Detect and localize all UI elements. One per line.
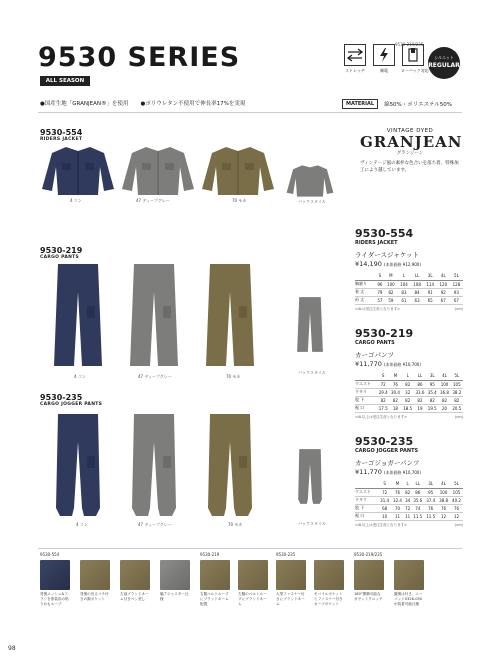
table-cell: 36.8	[440, 389, 449, 395]
table-cell: 11.5	[413, 513, 423, 519]
feature-clip-pocket	[401, 44, 429, 74]
spec-note	[355, 523, 463, 528]
table-cell: 30.4	[390, 389, 400, 395]
table-cell: ウエスト	[355, 488, 378, 496]
detail-photo	[160, 560, 190, 590]
brand-logo: GRANJEAN	[360, 133, 463, 151]
spec-subtitle: RIDERS JACKET	[355, 240, 398, 246]
spec-price	[355, 360, 463, 368]
table-cell: 35.6	[413, 497, 423, 503]
detail-photo	[394, 560, 424, 590]
price-value: ¥14,190	[355, 260, 382, 268]
color-caption: 70 モカ	[232, 198, 247, 203]
detail-photo	[80, 560, 110, 590]
table-cell: 82	[402, 380, 414, 388]
detail-item	[160, 560, 190, 602]
spec-price	[355, 468, 463, 476]
table-row	[355, 280, 463, 288]
table-row	[355, 404, 463, 412]
table-cell: 4L	[438, 372, 450, 380]
table-row	[355, 396, 463, 404]
color-caption: 70 モカ	[228, 522, 243, 527]
detail-item	[276, 560, 306, 607]
table-row	[355, 496, 463, 504]
material-value: 綿50%・ポリエステル50%	[384, 102, 453, 108]
table-cell: ワタリ	[355, 388, 377, 396]
table-cell: S	[377, 372, 389, 380]
table-cell: 100	[438, 380, 450, 388]
color-caption: 4 コン	[76, 522, 88, 527]
detail-text: 左袖ブランドネーム付きペン差し	[120, 592, 149, 601]
table-cell: LL	[411, 480, 424, 488]
table-cell: ワタリ	[355, 496, 378, 504]
table-cell: 38.8	[439, 497, 448, 503]
unit-text: (cm)	[454, 414, 463, 419]
back-caption: バックスタイル	[298, 521, 326, 526]
antistatic-icon	[373, 44, 395, 66]
section-cargo-label	[40, 246, 82, 260]
cargo-pants-navy	[52, 262, 104, 370]
table-cell: 19.5	[427, 405, 437, 411]
spec-code: 9530-554	[355, 227, 414, 240]
size-table	[355, 480, 463, 521]
table-cell: 59	[384, 296, 397, 304]
spec-cargo	[355, 328, 463, 420]
series-title: 9530 SERIES	[38, 42, 241, 73]
detail-group-label: 9530-219	[200, 552, 220, 557]
size-header-row	[355, 372, 463, 380]
table-cell: 82	[414, 396, 426, 404]
detail-photo	[238, 560, 268, 590]
color-caption: 47 ディープグレー	[136, 198, 170, 203]
table-cell: 95	[424, 488, 437, 496]
back-caption: バックスタイル	[298, 199, 326, 204]
price-value: ¥11,770	[355, 468, 382, 476]
brand-tagline: VINTAGE DYED	[386, 128, 434, 134]
jacket-back	[284, 164, 336, 198]
table-cell: 108	[411, 280, 424, 288]
table-cell: 72	[378, 488, 391, 496]
fit-badge	[428, 47, 460, 79]
table-cell: 12	[450, 512, 463, 520]
table-cell: 67	[450, 296, 463, 304]
table-row	[355, 388, 463, 396]
table-cell: L	[397, 272, 410, 280]
table-cell: 82	[402, 396, 414, 404]
table-cell: M	[384, 272, 397, 280]
cargo-pants-moka	[204, 262, 256, 370]
table-cell: 11	[391, 512, 404, 520]
detail-photo	[120, 560, 150, 590]
jogger-pants-navy	[52, 412, 104, 520]
table-cell: 82	[405, 489, 411, 495]
table-cell: M	[391, 480, 404, 488]
table-cell: 76	[389, 380, 401, 388]
detail-text: 背裏の長るマチ付きの胸ポケット	[80, 592, 109, 601]
jogger-pants-moka	[204, 412, 256, 520]
section-subtitle: RIDERS JACKET	[40, 137, 83, 142]
size-table	[355, 372, 463, 413]
jacket-gray	[118, 145, 198, 197]
table-cell: 3L	[424, 272, 437, 280]
table-cell: 74	[411, 504, 424, 512]
table-cell	[355, 480, 378, 488]
table-cell: 4L	[437, 480, 450, 488]
table-cell: 股 下	[355, 504, 378, 512]
table-cell: 76	[450, 504, 463, 512]
table-cell: 100	[437, 488, 450, 496]
detail-text: 左腰のベルトループにブランドネーム	[238, 592, 267, 606]
brand-kana: グランジーン	[396, 151, 424, 156]
detail-item	[200, 560, 230, 607]
table-cell: 105	[451, 380, 463, 388]
table-cell: 38.2	[452, 389, 462, 395]
clip-pocket-icon	[402, 44, 424, 66]
table-cell: 40.2	[450, 496, 463, 504]
table-cell: 4L	[437, 272, 450, 280]
brand-description: ヴィンテージ風の素朴な色合いを落ち着、特殊加工により越しています。	[360, 161, 459, 173]
table-cell	[355, 272, 376, 280]
table-cell: 61	[397, 296, 410, 304]
table-cell: 114	[424, 280, 437, 288]
table-cell: ウエスト	[355, 380, 377, 388]
color-caption: 4 コン	[70, 198, 82, 203]
table-cell: 104	[397, 280, 410, 288]
table-row	[355, 296, 463, 304]
detail-text: 右腰ベルトループにブランドネーム配置	[200, 592, 229, 606]
detail-item	[394, 560, 424, 607]
table-cell: 86	[414, 380, 426, 388]
table-cell: 着 丈	[355, 288, 376, 296]
detail-item	[354, 560, 384, 602]
fit-badge-value: REGULAR	[428, 62, 460, 69]
feature-code: 9530-219/235	[395, 42, 424, 47]
table-cell: 57	[377, 297, 383, 303]
price-note: (本体価格 ¥10,700)	[383, 362, 421, 367]
detail-group-label: 9530-554	[40, 552, 60, 557]
table-cell: 82	[438, 396, 450, 404]
detail-text: 腰裏は付き、ニーパッド0326-050が装着可能仕様	[394, 592, 423, 606]
season-badge: ALL SEASON	[40, 76, 90, 86]
detail-text: 背裏メッシュ&フラシを塗装用の貼りかもルーブ	[40, 592, 69, 606]
size-header-row	[355, 272, 463, 280]
section-code: 9530-554	[40, 128, 83, 137]
color-caption: 70 モカ	[226, 374, 241, 379]
divider	[38, 112, 462, 113]
table-cell: 120	[437, 280, 450, 288]
table-cell: 37.4	[426, 497, 436, 503]
price-note: (本体価格 ¥10,700)	[383, 470, 421, 475]
table-cell: 11.5	[426, 513, 436, 519]
table-cell: 93	[450, 288, 463, 296]
fit-badge-label: シルエット	[434, 55, 454, 60]
bullet-item: ●ポリウレタン不使用で伸長率17%を実現	[140, 101, 246, 107]
spec-note	[355, 415, 463, 420]
note-text: <4L以上は受注生産となります>	[355, 522, 408, 527]
note-text: <4Lは受注生産となります>	[355, 306, 401, 311]
detail-photo	[200, 560, 230, 590]
detail-text: 180°開脚可能なガゼットクロッチ	[354, 592, 383, 601]
table-row	[355, 288, 463, 296]
section-subtitle: CARGO PANTS	[40, 255, 80, 260]
price-value: ¥11,770	[355, 360, 382, 368]
table-cell: 20.5	[452, 405, 462, 411]
color-caption: 4 コン	[74, 374, 86, 379]
feature-antistatic	[372, 44, 396, 74]
table-cell: 18	[389, 404, 401, 412]
table-cell: 82	[426, 396, 438, 404]
spec-code: 9530-219	[355, 327, 414, 340]
detail-group-label: 9530-235	[276, 552, 296, 557]
table-cell: 91	[424, 288, 437, 296]
table-cell: 82	[389, 396, 401, 404]
table-cell: S	[376, 272, 385, 280]
size-header-row	[355, 480, 463, 488]
cargo-pants-back	[296, 296, 324, 354]
table-cell: 86	[411, 488, 424, 496]
spec-jacket	[355, 228, 463, 312]
price-note: (本体価格 ¥12,900)	[383, 262, 421, 267]
strip-divider	[38, 548, 462, 549]
material-info	[342, 99, 452, 109]
spec-code: 9530-235	[355, 435, 414, 448]
table-cell: 70	[391, 504, 404, 512]
table-cell: L	[402, 372, 414, 380]
detail-photo	[354, 560, 384, 590]
table-cell: 29.4	[378, 389, 388, 395]
table-cell: 5L	[450, 272, 463, 280]
detail-photo	[314, 560, 344, 590]
color-caption: 47 ディープグレー	[138, 374, 172, 379]
table-row	[355, 380, 463, 388]
feature-icons	[343, 44, 429, 74]
table-cell: 胸廻り	[355, 280, 376, 288]
table-cell: 92	[437, 288, 450, 296]
table-cell: 95	[426, 380, 438, 388]
table-cell: S	[378, 480, 391, 488]
detail-item	[80, 560, 110, 602]
table-cell: 128	[450, 280, 463, 288]
table-cell: 裾 口	[355, 404, 377, 412]
unit-text: (cm)	[454, 522, 463, 527]
table-cell: 76	[424, 504, 437, 512]
table-cell: 19	[414, 404, 426, 412]
table-cell: 82	[377, 396, 389, 404]
table-cell: 82	[451, 396, 463, 404]
spec-subtitle: CARGO JOGGER PANTS	[355, 448, 419, 454]
table-cell: 11	[405, 513, 411, 519]
spec-jogger	[355, 436, 463, 528]
detail-photo	[40, 560, 70, 590]
spec-price	[355, 260, 463, 268]
table-cell: 股 下	[355, 396, 377, 404]
detail-photo	[276, 560, 306, 590]
table-cell: 32.4	[393, 497, 402, 503]
feature-label: 制電	[380, 68, 388, 73]
table-cell: 17.5	[378, 405, 388, 411]
jogger-pants-gray	[128, 412, 180, 520]
color-caption: 47 ディープグレー	[138, 522, 172, 527]
table-cell: 20	[438, 404, 450, 412]
table-cell: 34	[405, 497, 411, 503]
spec-name: カーゴジョガーパンツ	[355, 459, 420, 467]
table-cell: 83	[397, 288, 410, 296]
table-cell: LL	[411, 272, 424, 280]
table-cell: 76	[391, 488, 404, 496]
back-caption: バックスタイル	[298, 370, 326, 375]
table-cell: 68	[378, 504, 391, 512]
table-cell	[355, 372, 377, 380]
unit-text: (cm)	[454, 306, 463, 311]
detail-item	[120, 560, 150, 602]
table-cell: 76	[437, 504, 450, 512]
table-cell: 67	[437, 296, 450, 304]
spec-subtitle: CARGO PANTS	[355, 340, 395, 346]
feature-label: ストレッチ	[345, 68, 365, 73]
table-cell: 31.4	[380, 497, 390, 503]
jogger-pants-back	[296, 448, 324, 506]
table-cell: 32	[402, 388, 414, 396]
material-tag: MATERIAL	[342, 99, 378, 109]
detail-text: モバイルポケットとファスナー付きカーゴポケット	[314, 592, 343, 606]
note-text: <4L以上は受注生産となります>	[355, 414, 408, 419]
page-number: 98	[8, 645, 16, 652]
table-cell: L	[404, 480, 411, 488]
table-cell: 裾 口	[355, 512, 378, 520]
detail-item	[314, 560, 344, 607]
table-cell: 33.6	[415, 389, 425, 395]
section-jacket-label	[40, 128, 82, 142]
table-cell: 5L	[451, 372, 463, 380]
bullet-item: ●国産生地「GRANJEAN®」を使用	[40, 101, 129, 107]
section-subtitle: CARGO JOGGER PANTS	[40, 402, 103, 407]
table-row	[355, 504, 463, 512]
jacket-navy	[38, 145, 118, 197]
table-cell: 5L	[450, 480, 463, 488]
section-code: 9530-235	[40, 393, 83, 402]
jacket-moka	[198, 145, 278, 197]
table-cell: 65	[424, 296, 437, 304]
detail-group-label: 9530-219/235	[354, 552, 383, 557]
table-cell: M	[389, 372, 401, 380]
brand-block	[360, 128, 463, 174]
spec-name: ライダースジャケット	[355, 251, 420, 259]
table-cell: 72	[377, 380, 389, 388]
table-cell: 84	[411, 288, 424, 296]
table-cell: 3L	[424, 480, 437, 488]
table-cell: 96	[377, 281, 383, 287]
size-table	[355, 272, 463, 305]
table-cell: 105	[450, 488, 463, 496]
table-cell: LL	[414, 372, 426, 380]
detail-item	[40, 560, 70, 607]
feature-label: ローバック対応	[401, 68, 429, 73]
table-cell: 10	[378, 512, 391, 520]
spec-note	[355, 307, 463, 312]
section-code: 9530-219	[40, 246, 83, 255]
detail-text: 大型ファスナー付きにブランドネーム	[276, 592, 305, 606]
feature-bullets	[40, 99, 245, 107]
detail-text: 脇アジャスター仕様	[160, 592, 189, 601]
table-cell: 72	[405, 505, 411, 511]
table-cell: 79	[377, 289, 383, 295]
table-cell: 3L	[426, 372, 438, 380]
table-cell: 63	[411, 296, 424, 304]
section-jogger-label	[40, 393, 102, 407]
table-cell: 裄 丈	[355, 296, 376, 304]
cargo-pants-gray	[128, 262, 180, 370]
spec-name: カーゴパンツ	[355, 351, 394, 359]
stretch-icon	[344, 44, 366, 66]
feature-stretch	[343, 44, 367, 74]
table-cell: 100	[384, 280, 397, 288]
table-cell: 18.5	[403, 405, 413, 411]
table-cell: 35.4	[427, 389, 437, 395]
table-row	[355, 512, 463, 520]
table-cell: 82	[384, 288, 397, 296]
table-row	[355, 488, 463, 496]
table-cell: 12	[437, 512, 450, 520]
detail-item	[238, 560, 268, 607]
